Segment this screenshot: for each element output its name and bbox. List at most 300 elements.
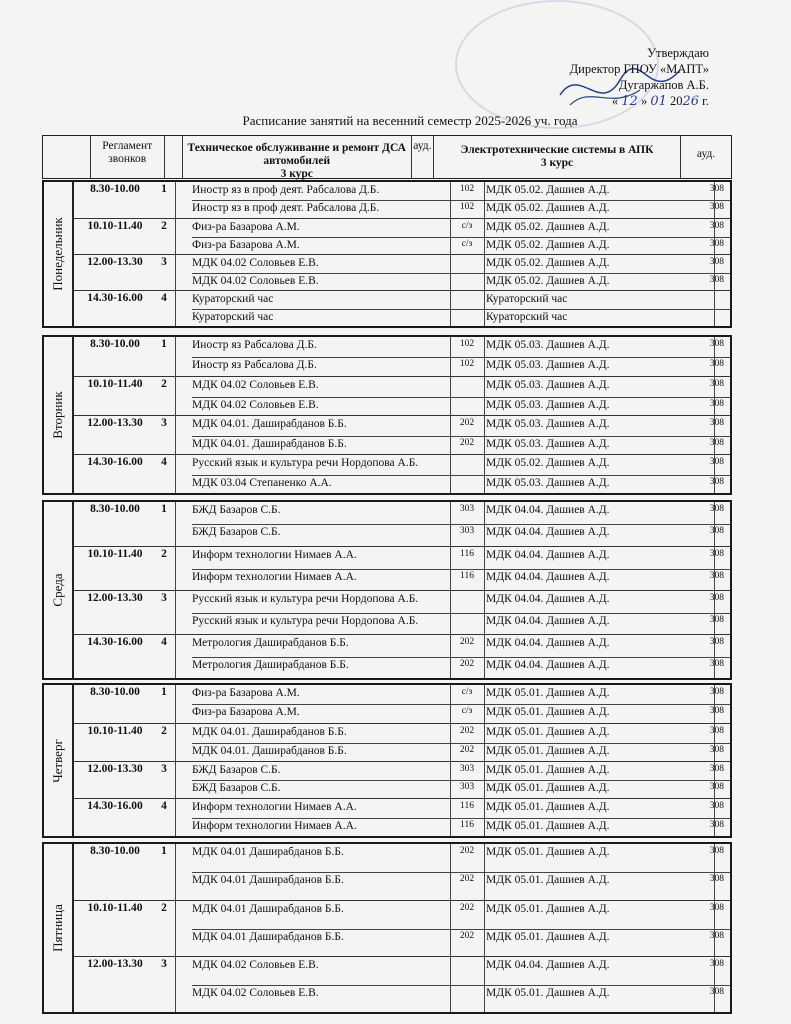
header-room1: ауд. (412, 136, 434, 178)
group2-lesson: МДК 05.03. Дашиев А.Д. (486, 398, 610, 411)
approval-year: 26 (682, 94, 700, 109)
column-divider (175, 844, 176, 1012)
group2-lesson: Кураторский час (486, 293, 568, 305)
page-title: Расписание занятий на весенний семестр 2025-2026 уч. года (242, 113, 578, 128)
group2-room: 308 (709, 820, 724, 831)
row-divider (192, 929, 730, 930)
group1-lesson: МДК 04.02 Соловьев Е.В. (192, 987, 319, 999)
group2-room: 308 (709, 275, 724, 285)
group1-room: 116 (460, 801, 474, 812)
group1-room: 116 (460, 571, 474, 581)
header-bells: Регламент звонков (91, 136, 165, 178)
group1-lesson: МДК 04.01 Даширабданов Б.Б. (192, 903, 344, 915)
table-row (74, 275, 730, 291)
group1-lesson: Информ технологии Нимаев А.А. (192, 820, 357, 833)
row-divider (192, 704, 730, 705)
table-row (74, 637, 730, 657)
group1-room: 303 (459, 504, 475, 514)
table-row (74, 221, 730, 237)
slot-number: 4 (161, 456, 167, 468)
time-slot (74, 182, 730, 218)
group2-room: 308 (709, 931, 724, 941)
group1-room: 202 (459, 931, 475, 941)
group2-room: 308 (709, 202, 724, 212)
group2-lesson: МДК 05.02. Дашиев А.Д. (486, 221, 610, 233)
slot-time: 14.30-16.00 (87, 456, 143, 468)
time-slot (74, 685, 730, 723)
column-divider (175, 502, 176, 678)
group1-lesson: Русский язык и культура речи Нордопова А.Б. (192, 457, 419, 469)
group2-lesson: МДК 05.02. Дашиев А.Д. (486, 257, 610, 269)
row-divider (192, 743, 730, 744)
group2-lesson: МДК 05.01. Дашиев А.Д. (486, 987, 610, 999)
group2-room: 308 (709, 504, 724, 514)
slot-time: 8.30-10.00 (90, 503, 140, 515)
time-slot (74, 502, 730, 546)
slot-time: 8.30-10.00 (90, 338, 140, 350)
approval-block (509, 45, 709, 110)
slot-number: 1 (161, 845, 167, 857)
table-row (74, 726, 730, 743)
approval-line3: Дугаржапов А.Б. (618, 78, 709, 92)
slot-time: 14.30-16.00 (87, 636, 143, 648)
slot-number: 4 (161, 636, 167, 648)
day-name-label: Вторник (50, 391, 65, 439)
group1-lesson: Информ технологии Нимаев А.А. (192, 549, 357, 561)
group1-lesson: БЖД Базаров С.Б. (192, 526, 281, 538)
group2-room: 308 (709, 379, 724, 389)
group1-room: 102 (459, 202, 475, 212)
day-block (42, 500, 732, 680)
slot-number: 1 (161, 686, 167, 698)
group1-lesson: Иностр яз в проф деят. Рабсалова Д.Б. (192, 184, 380, 196)
group2-lesson: МДК 05.01. Дашиев А.Д. (486, 846, 610, 858)
day-name (44, 844, 73, 1012)
header-group2: Электротехнические системы в АПК 3 курс (434, 136, 681, 178)
time-slot (74, 454, 730, 494)
row-divider (192, 872, 730, 873)
slot-time: 12.00-13.30 (87, 958, 143, 970)
group1-room: 202 (459, 659, 475, 669)
day-block (42, 842, 732, 1014)
group2-room: 308 (709, 437, 724, 448)
table-row (74, 477, 730, 495)
slot-time: 14.30-16.00 (87, 292, 143, 304)
group2-lesson: МДК 04.04. Дашиев А.Д. (486, 571, 610, 583)
time-slot (74, 590, 730, 635)
row-divider (192, 985, 730, 986)
group2-room: 308 (709, 358, 724, 369)
group2-lesson: МДК 05.02. Дашиев А.Д. (486, 202, 610, 214)
slot-number: 3 (161, 762, 167, 775)
group1-lesson: Метрология Даширабданов Б.Б. (192, 637, 349, 649)
table-row (74, 399, 730, 417)
day-name (44, 502, 73, 678)
group2-room: 308 (709, 782, 724, 793)
time-slot (74, 546, 730, 591)
slot-time: 12.00-13.30 (87, 256, 143, 268)
group2-room: 308 (709, 257, 724, 267)
group1-lesson: МДК 04.02 Соловьев Е.В. (192, 959, 319, 971)
day-name-label: Среда (50, 573, 65, 607)
group1-room: 202 (459, 725, 475, 736)
table-row (74, 801, 730, 818)
row-divider (192, 397, 730, 398)
row-divider (192, 524, 730, 525)
column-divider (484, 337, 485, 493)
slot-time: 10.10-11.40 (87, 724, 143, 737)
group2-room: 308 (709, 959, 724, 969)
table-row (74, 438, 730, 456)
group2-room: 308 (709, 221, 724, 231)
group2-lesson: МДК 05.02. Дашиев А.Д. (486, 275, 610, 287)
table-row (74, 615, 730, 635)
table-row (74, 593, 730, 613)
group1-room: 202 (459, 846, 475, 856)
time-slot (74, 290, 730, 327)
table-row (74, 659, 730, 679)
slot-time: 10.10-11.40 (87, 378, 143, 390)
group1-lesson: МДК 03.04 Степаненко А.А. (192, 476, 332, 489)
group2-lesson: МДК 05.01. Дашиев А.Д. (486, 725, 610, 738)
group1-lesson: МДК 04.02 Соловьев Е.В. (192, 257, 319, 269)
group2-lesson: МДК 05.02. Дашиев А.Д. (486, 184, 610, 196)
group1-room: с/з (461, 221, 473, 231)
group1-lesson: Физ-ра Базарова А.М. (192, 239, 300, 251)
table-row (74, 311, 730, 327)
slot-number: 2 (161, 220, 167, 232)
day-name-label: Понедельник (50, 217, 65, 291)
day-name (44, 337, 73, 493)
table-row (74, 339, 730, 357)
slot-time: 12.00-13.30 (87, 417, 143, 429)
group2-lesson: МДК 04.04. Дашиев А.Д. (486, 593, 610, 605)
group1-room: с/з (461, 239, 473, 249)
group1-room: 116 (460, 820, 474, 831)
slot-number: 2 (161, 548, 167, 560)
group1-lesson: МДК 04.01 Даширабданов Б.Б. (192, 874, 344, 886)
slot-time: 12.00-13.30 (87, 592, 143, 604)
slot-time: 8.30-10.00 (90, 686, 140, 698)
slot-number: 3 (161, 592, 167, 604)
slot-number: 4 (161, 800, 167, 813)
time-slot (74, 634, 730, 679)
group1-room: 303 (459, 526, 475, 536)
time-slot (74, 723, 730, 762)
column-divider (175, 685, 176, 836)
table-row (74, 846, 730, 872)
day-name-label: Четверг (50, 738, 65, 783)
group1-lesson: БЖД Базаров С.Б. (192, 763, 281, 776)
group2-room: 308 (709, 418, 724, 428)
group2-lesson: МДК 05.01. Дашиев А.Д. (486, 931, 610, 943)
group2-lesson: МДК 05.03. Дашиев А.Д. (486, 437, 610, 450)
group1-room: 202 (459, 418, 475, 428)
column-divider (175, 182, 176, 326)
table-row (74, 202, 730, 218)
group2-lesson: МДК 04.04. Дашиев А.Д. (486, 959, 610, 971)
group1-room: 202 (459, 437, 475, 448)
time-slot (74, 798, 730, 837)
time-slot (74, 218, 730, 255)
group1-lesson: БЖД Базаров С.Б. (192, 782, 281, 795)
group1-room: 303 (459, 782, 475, 793)
group2-lesson: МДК 05.03. Дашиев А.Д. (486, 339, 610, 351)
slot-number: 2 (161, 378, 167, 390)
group2-lesson: МДК 04.04. Дашиев А.Д. (486, 615, 610, 627)
slot-time: 8.30-10.00 (90, 183, 140, 195)
row-divider (192, 200, 730, 201)
group1-lesson: Русский язык и культура речи Нордопова А.Б. (192, 615, 419, 627)
group2-lesson: МДК 05.01. Дашиев А.Д. (486, 782, 610, 795)
group1-lesson: Иностр яз Рабсалова Д.Б. (192, 339, 317, 351)
table-row (74, 687, 730, 704)
group2-room: 308 (709, 549, 724, 559)
row-divider (192, 818, 730, 819)
table-row (74, 379, 730, 397)
group2-lesson: МДК 04.04. Дашиев А.Д. (486, 659, 610, 671)
group1-lesson: Информ технологии Нимаев А.А. (192, 801, 357, 814)
table-row (74, 526, 730, 546)
group2-room: 308 (709, 744, 724, 755)
header-group1: Техническое обслуживание и ремонт ДСА автомобилей 3 курс (183, 136, 412, 178)
table-row (74, 706, 730, 723)
group2-lesson: МДК 05.03. Дашиев А.Д. (486, 358, 610, 371)
slot-number: 1 (161, 338, 167, 350)
day-name (44, 182, 73, 326)
column-divider (484, 502, 485, 678)
table-row (74, 239, 730, 255)
table-row (74, 184, 730, 200)
group1-lesson: МДК 04.01. Даширабданов Б.Б. (192, 437, 347, 450)
approval-date: « 12 » 01 2026 г. (611, 94, 709, 109)
column-divider (450, 337, 451, 493)
group1-lesson: МДК 04.01. Даширабданов Б.Б. (192, 725, 347, 738)
group2-room: 308 (709, 571, 724, 581)
group1-lesson: Иностр яз в проф деят. Рабсалова Д.Б. (192, 202, 380, 214)
group2-room: 308 (709, 476, 724, 487)
row-divider (192, 436, 730, 437)
group1-lesson: МДК 04.02 Соловьев Е.В. (192, 379, 319, 391)
group1-room: 202 (459, 874, 475, 884)
day-block (42, 335, 732, 495)
group2-lesson: МДК 05.03. Дашиев А.Д. (486, 379, 610, 391)
table-row (74, 571, 730, 591)
group2-room: 308 (709, 526, 724, 536)
column-divider (450, 502, 451, 678)
group1-lesson: Кураторский час (192, 311, 274, 323)
time-slot (74, 337, 730, 376)
group1-room: 102 (459, 358, 475, 369)
group2-lesson: МДК 05.01. Дашиев А.Д. (486, 705, 610, 718)
table-header (42, 135, 732, 179)
group2-lesson: МДК 05.01. Дашиев А.Д. (486, 744, 610, 757)
time-slot (74, 254, 730, 291)
group1-room: 202 (459, 637, 475, 647)
group1-room: 102 (459, 184, 475, 194)
group1-lesson: МДК 04.01 Даширабданов Б.Б. (192, 931, 344, 943)
group1-lesson: МДК 04.01. Даширабданов Б.Б. (192, 418, 347, 430)
slot-number: 4 (161, 292, 167, 304)
slot-time: 10.10-11.40 (87, 548, 143, 560)
time-slot (74, 956, 730, 1013)
group2-lesson: МДК 05.01. Дашиев А.Д. (486, 687, 610, 699)
group1-lesson: Информ технологии Нимаев А.А. (192, 571, 357, 583)
slot-time: 10.10-11.40 (87, 220, 143, 232)
group2-lesson: МДК 04.04. Дашиев А.Д. (486, 504, 610, 516)
group1-lesson: Физ-ра Базарова А.М. (192, 687, 300, 699)
table-row (74, 903, 730, 929)
group1-lesson: МДК 04.01. Даширабданов Б.Б. (192, 744, 347, 757)
group1-lesson: МДК 04.02 Соловьев Е.В. (192, 275, 319, 287)
group2-room: 308 (709, 615, 724, 625)
approval-line1: Утверждаю (647, 46, 709, 60)
group2-lesson: МДК 05.03. Дашиев А.Д. (486, 418, 610, 430)
row-divider (192, 613, 730, 614)
group1-lesson: Физ-ра Базарова А.М. (192, 221, 300, 233)
day-name (44, 685, 73, 836)
table-row (74, 745, 730, 762)
group1-lesson: БЖД Базаров С.Б. (192, 504, 281, 516)
group2-room: 308 (709, 987, 724, 997)
group2-room: 308 (709, 874, 724, 884)
group1-lesson: МДК 04.02 Соловьев Е.В. (192, 398, 319, 411)
row-divider (192, 569, 730, 570)
table-row (74, 782, 730, 799)
group2-lesson: Кураторский час (486, 311, 568, 323)
approval-line2: Директор ГПОУ «МАПТ» (569, 62, 709, 76)
group1-room: с/з (461, 705, 473, 716)
column-divider (714, 337, 715, 493)
slot-time: 10.10-11.40 (87, 902, 143, 914)
slot-time: 8.30-10.00 (90, 845, 140, 857)
table-row (74, 257, 730, 273)
column-divider (714, 182, 715, 326)
table-row (74, 931, 730, 957)
table-row (74, 987, 730, 1013)
table-row (74, 874, 730, 900)
group2-room: 308 (709, 339, 724, 349)
time-slot (74, 900, 730, 957)
group2-room: 308 (709, 763, 724, 774)
group2-lesson: МДК 05.01. Дашиев А.Д. (486, 903, 610, 915)
header-room2: ауд. (696, 148, 716, 160)
group1-lesson: МДК 04.01 Даширабданов Б.Б. (192, 846, 344, 858)
group2-lesson: МДК 04.04. Дашиев А.Д. (486, 526, 610, 538)
group2-lesson: МДК 05.01. Дашиев А.Д. (486, 820, 610, 833)
group2-room: 308 (709, 637, 724, 647)
group2-lesson: МДК 05.02. Дашиев А.Д. (486, 239, 610, 251)
group1-lesson: Иностр яз Рабсалова Д.Б. (192, 358, 317, 371)
table-row (74, 418, 730, 436)
column-divider (450, 844, 451, 1012)
table-row (74, 549, 730, 569)
group1-lesson: Русский язык и культура речи Нордопова А.Б. (192, 593, 419, 605)
time-slot (74, 376, 730, 416)
table-row (74, 457, 730, 475)
group2-room: 308 (709, 725, 724, 736)
group2-room: 308 (709, 705, 724, 716)
group2-room: 308 (709, 801, 724, 812)
table-row (74, 764, 730, 781)
time-slot (74, 415, 730, 455)
group1-lesson: Кураторский час (192, 293, 274, 305)
table-row (74, 820, 730, 837)
column-divider (484, 844, 485, 1012)
slot-number: 1 (161, 503, 167, 515)
day-name-label: Пятница (50, 904, 65, 952)
group2-lesson: МДК 04.04. Дашиев А.Д. (486, 549, 610, 561)
slot-number: 1 (161, 183, 167, 195)
group2-lesson: МДК 04.04. Дашиев А.Д. (486, 637, 610, 649)
day-block (42, 683, 732, 838)
group2-lesson: МДК 05.02. Дашиев А.Д. (486, 457, 610, 469)
group1-lesson: Физ-ра Базарова А.М. (192, 705, 300, 718)
row-divider (192, 309, 730, 310)
column-divider (450, 685, 451, 836)
column-divider (484, 182, 485, 326)
table-row (74, 504, 730, 524)
group2-room: 308 (709, 239, 724, 249)
slot-number: 3 (161, 417, 167, 429)
group2-lesson: МДК 05.01. Дашиев А.Д. (486, 874, 610, 886)
time-slot (74, 761, 730, 800)
slot-number: 2 (161, 902, 167, 914)
group2-lesson: МДК 05.01. Дашиев А.Д. (486, 763, 610, 776)
row-divider (192, 475, 730, 476)
group1-room: 116 (460, 549, 474, 559)
approval-day: 12 (621, 94, 638, 109)
slot-number: 3 (161, 958, 167, 970)
group2-room: 308 (709, 184, 724, 194)
group2-room: 308 (709, 457, 724, 467)
row-divider (192, 273, 730, 274)
row-divider (192, 657, 730, 658)
group2-room: 308 (709, 903, 724, 913)
slot-number: 2 (161, 724, 167, 737)
column-divider (450, 182, 451, 326)
group2-room: 308 (709, 687, 724, 697)
row-divider (192, 237, 730, 238)
slot-number: 3 (161, 256, 167, 268)
group1-room: 202 (459, 903, 475, 913)
row-divider (192, 780, 730, 781)
column-divider (484, 685, 485, 836)
column-divider (175, 337, 176, 493)
group1-room: 102 (459, 339, 475, 349)
group1-room: 303 (459, 763, 475, 774)
group1-room: 202 (459, 744, 475, 755)
time-slot (74, 844, 730, 900)
column-divider (714, 502, 715, 678)
table-row (74, 959, 730, 985)
group1-lesson: Метрология Даширабданов Б.Б. (192, 659, 349, 671)
group2-lesson: МДК 05.03. Дашиев А.Д. (486, 476, 610, 489)
group2-lesson: МДК 05.01. Дашиев А.Д. (486, 801, 610, 814)
table-row (74, 293, 730, 309)
group2-room: 308 (709, 593, 724, 603)
slot-time: 12.00-13.30 (87, 762, 143, 775)
group2-room: 308 (709, 846, 724, 856)
approval-month: 01 (650, 94, 667, 109)
row-divider (192, 357, 730, 358)
slot-time: 14.30-16.00 (87, 800, 143, 813)
column-divider (714, 685, 715, 836)
group2-room: 308 (709, 659, 724, 669)
group1-room: с/з (461, 687, 473, 697)
column-divider (714, 844, 715, 1012)
table-row (74, 359, 730, 377)
